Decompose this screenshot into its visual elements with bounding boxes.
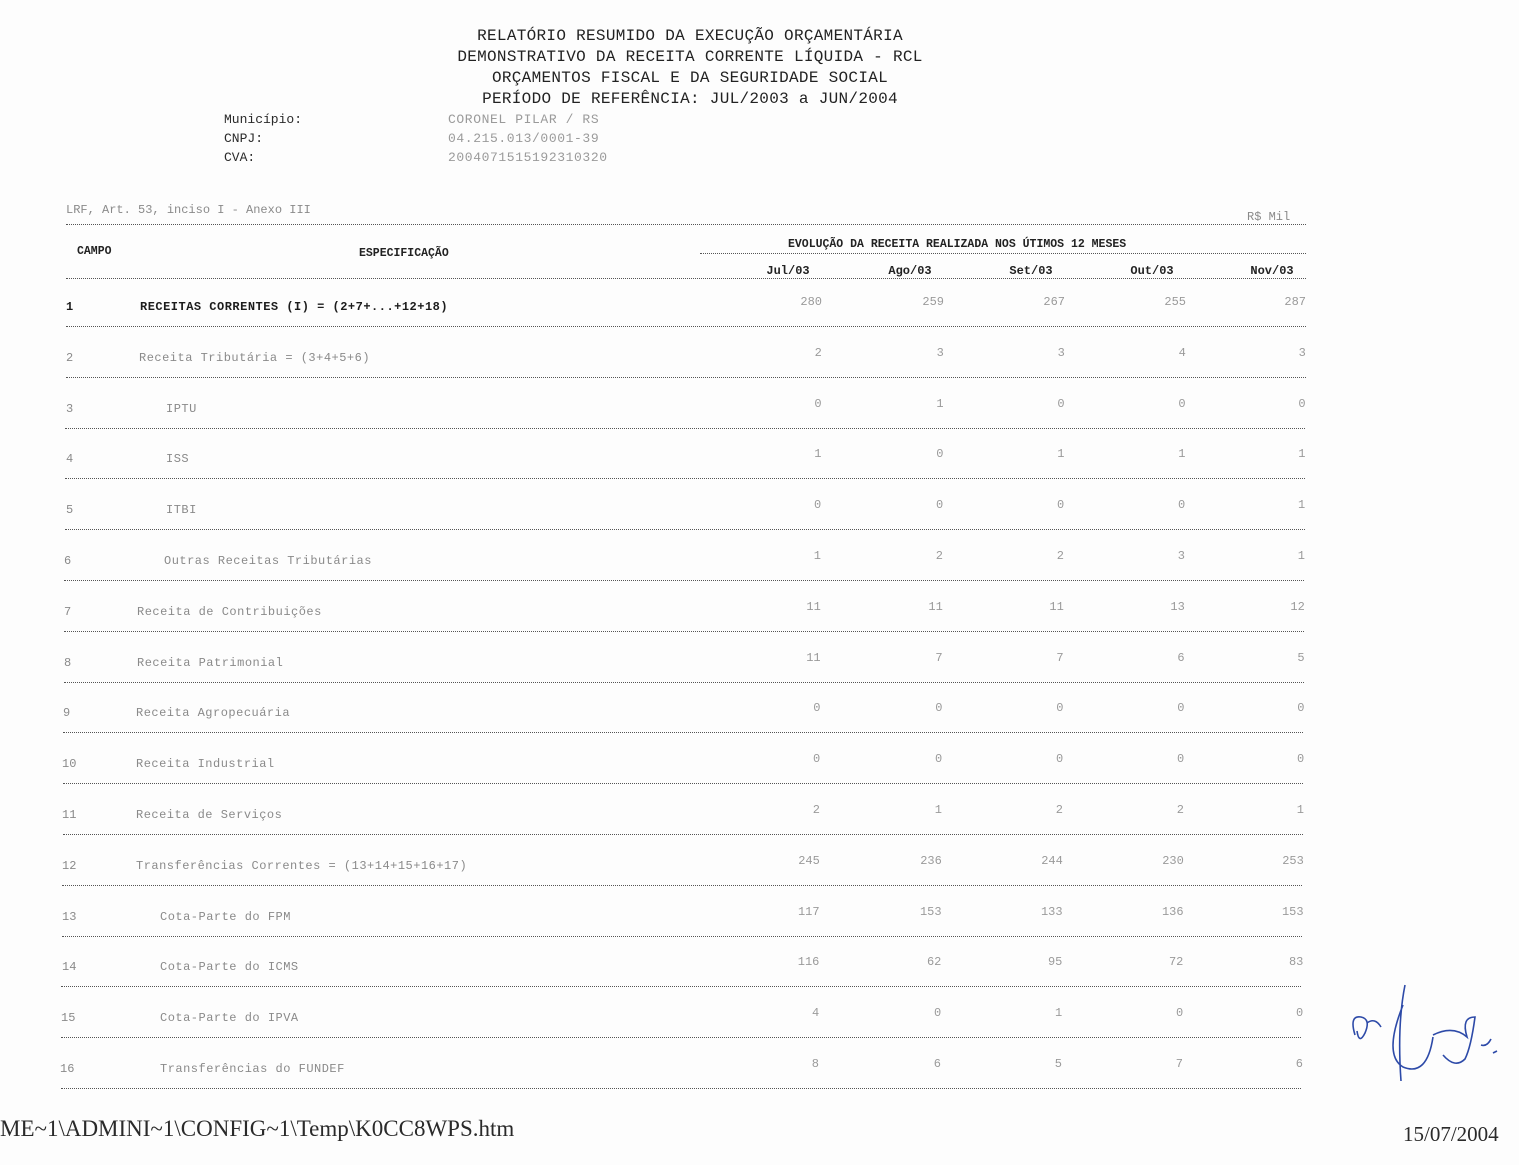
row-especificacao: Receita de Serviços [136,808,283,822]
table-row [0,904,1519,928]
row-value: 0 [933,1006,942,1021]
meta-row-cnpj [224,129,608,148]
row-value: 0 [1177,498,1186,513]
row-divider [63,732,1303,733]
cnpj-label: CNPJ: [224,131,264,146]
table-row [0,1006,1519,1029]
row-campo: 15 [61,1011,76,1026]
legal-reference: LRF, Art. 53, inciso I - Anexo III [66,203,311,217]
row-especificacao: ISS [166,452,190,467]
report-title-line-1: RELATÓRIO RESUMIDO DA EXECUÇÃO ORÇAMENTÁRIA [477,27,903,45]
table-row [0,498,1519,521]
row-value: 1 [1297,498,1306,513]
row-especificacao: Receita de Contribuições [137,604,322,619]
row-value: 153 [919,904,942,919]
report-title-line-2: DEMONSTRATIVO DA RECEITA CORRENTE LÍQUIDA - RCL [457,48,923,66]
row-value: 0 [1056,498,1065,513]
row-value: 0 [1178,396,1186,411]
row-campo: 4 [66,452,74,467]
row-value: 2 [812,803,820,817]
row-value: 95 [1047,955,1063,970]
row-divider [65,478,1305,479]
row-value: 1 [1178,447,1186,462]
row-divider [62,885,1302,886]
row-value: 5 [1054,1057,1062,1071]
column-header-campo: CAMPO [77,245,112,258]
row-especificacao: Cota-Parte do FPM [160,909,291,924]
row-value: 133 [1040,904,1063,919]
row-value: 6 [933,1057,941,1071]
row-especificacao: Outras Receitas Tributárias [164,554,372,568]
row-value: 11 [806,650,821,665]
column-group-header: EVOLUÇÃO DA RECEITA REALIZADA NOS ÚTIMOS 12 MESES [788,238,1127,251]
row-value: 1 [934,803,942,817]
row-especificacao: Transferências Correntes = (13+14+15+16+17) [136,858,468,873]
row-value: 1 [1297,549,1305,563]
row-especificacao: IPTU [166,401,197,416]
row-divider [64,631,1304,632]
month-header: Out/03 [1130,264,1174,278]
row-especificacao: RECEITAS CORRENTES (I) = (2+7+...+12+18) [140,300,449,314]
row-divider [66,326,1306,327]
row-value: 0 [1295,1006,1304,1021]
row-value: 0 [1176,752,1185,767]
table-row [0,1057,1519,1080]
row-value: 2 [935,549,943,563]
divider [700,253,1306,254]
row-value: 11 [1049,599,1064,614]
row-divider [61,1088,1301,1089]
row-value: 153 [1281,904,1304,919]
row-value: 6 [1177,650,1185,665]
row-especificacao: Cota-Parte do ICMS [160,960,299,975]
row-value: 2 [1056,549,1064,563]
row-value: 255 [1164,295,1186,309]
cnpj-value: 04.215.013/0001-39 [448,131,600,146]
row-value: 0 [934,752,943,767]
meta-row-municipio [224,110,608,129]
row-value: 0 [812,752,821,767]
row-value: 1 [1296,803,1304,817]
row-campo: 13 [62,909,77,924]
table-row [0,549,1519,572]
row-value: 11 [806,599,821,614]
row-value: 1 [1057,447,1065,462]
row-value: 245 [798,853,820,868]
row-campo: 5 [66,503,74,518]
table-row [0,396,1519,420]
row-especificacao: Cota-Parte do IPVA [160,1011,299,1026]
row-especificacao: Transferências do FUNDEF [160,1062,345,1076]
print-date: 15/07/2004 [1403,1122,1499,1146]
row-value: 230 [1162,853,1184,868]
row-value: 1 [813,549,821,563]
table-row [0,295,1519,318]
row-divider [61,1037,1301,1038]
row-value: 0 [813,701,821,716]
row-value: 136 [1161,904,1184,919]
row-value: 1 [1298,447,1306,462]
row-value: 259 [922,295,944,309]
row-divider [64,580,1304,581]
row-campo: 7 [64,604,72,619]
row-value: 83 [1288,955,1304,970]
cva-value: 2004071515192310320 [448,150,608,165]
report-title-block [380,26,1000,110]
row-value: 117 [797,904,820,919]
row-especificacao: ITBI [166,503,197,518]
row-value: 244 [1041,853,1063,868]
row-divider [66,377,1306,378]
row-value: 2 [1055,803,1063,817]
file-path: ME~1\ADMINI~1\CONFIG~1\Temp\K0CC8WPS.htm [0,1116,515,1141]
row-value: 1 [936,396,944,411]
row-campo: 10 [62,757,77,772]
row-value: 5 [1297,650,1305,665]
table-row [0,447,1519,470]
row-especificacao: Receita Patrimonial [137,655,284,670]
row-value: 0 [1177,701,1185,716]
table-row [0,752,1519,775]
table-row [0,599,1519,623]
row-value: 6 [1295,1057,1303,1071]
row-campo: 8 [64,655,72,670]
table-row [0,650,1519,674]
row-campo: 11 [62,808,77,822]
report-title-line-4: PERÍODO DE REFERÊNCIA: JUL/2003 a JUN/2004 [482,90,898,108]
month-header: Ago/03 [888,264,932,278]
row-divider [61,986,1301,987]
row-value: 253 [1282,853,1304,868]
row-divider [63,783,1303,784]
row-value: 0 [1055,752,1064,767]
divider [66,278,1306,279]
column-header-especificacao: ESPECIFICAÇÃO [359,247,449,260]
table-row [0,803,1519,826]
report-title-line-3: ORÇAMENTOS FISCAL E DA SEGURIDADE SOCIAL [491,69,889,87]
currency-unit: R$ Mil [1247,210,1291,224]
month-header: Set/03 [1009,264,1053,278]
municipio-value: CORONEL PILAR / RS [448,112,600,127]
row-value: 3 [1177,549,1185,563]
row-value: 0 [1057,396,1065,411]
row-value: 0 [935,498,944,513]
row-value: 12 [1290,599,1305,614]
row-value: 7 [1175,1057,1183,1071]
row-campo: 16 [60,1062,75,1076]
divider [66,224,1306,225]
signature-icon [1345,975,1505,1085]
row-campo: 3 [66,401,74,416]
row-especificacao: Receita Tributária = (3+4+5+6) [139,350,371,365]
row-value: 62 [926,955,942,970]
row-value: 0 [814,396,822,411]
row-divider [65,529,1305,530]
row-value: 2 [814,345,822,360]
row-value: 2 [1176,803,1184,817]
row-value: 267 [1043,295,1065,309]
table-row [0,345,1519,369]
row-value: 7 [935,650,943,665]
row-value: 4 [1178,345,1186,360]
municipio-label: Município: [224,112,303,127]
row-value: 0 [1297,701,1305,716]
row-campo: 9 [63,706,71,721]
report-meta [224,110,608,167]
row-especificacao: Receita Industrial [136,757,275,772]
row-value: 1 [1054,1006,1063,1021]
row-value: 0 [936,447,944,462]
month-header: Jul/03 [766,264,810,278]
row-especificacao: Receita Agropecuária [136,706,291,721]
table-row [0,955,1519,978]
row-divider [63,834,1303,835]
row-value: 236 [920,853,942,868]
row-campo: 12 [62,858,77,873]
row-value: 0 [1296,752,1305,767]
cva-label: CVA: [224,150,256,165]
row-value: 4 [811,1006,820,1021]
row-campo: 1 [66,300,74,314]
row-value: 287 [1284,295,1306,309]
row-value: 72 [1168,955,1184,970]
row-value: 7 [1056,650,1064,665]
row-divider [65,428,1305,429]
row-campo: 14 [62,960,77,975]
table-row [0,701,1519,724]
row-value: 0 [1175,1006,1184,1021]
row-divider [62,936,1302,937]
meta-row-cva [224,148,608,167]
row-value: 1 [814,447,822,462]
row-value: 3 [1057,345,1065,360]
row-value: 13 [1170,599,1185,614]
row-value: 116 [797,955,820,970]
row-value: 0 [813,498,822,513]
row-value: 0 [1298,396,1306,411]
month-header: Nov/03 [1250,264,1294,278]
row-value: 8 [811,1057,819,1071]
row-value: 280 [800,295,822,309]
table-row [0,853,1519,877]
row-campo: 6 [64,554,72,568]
row-value: 0 [1056,701,1064,716]
row-campo: 2 [66,350,74,365]
row-value: 11 [928,599,943,614]
row-value: 3 [1298,345,1306,360]
row-divider [64,682,1304,683]
row-value: 0 [935,701,943,716]
row-value: 3 [936,345,944,360]
